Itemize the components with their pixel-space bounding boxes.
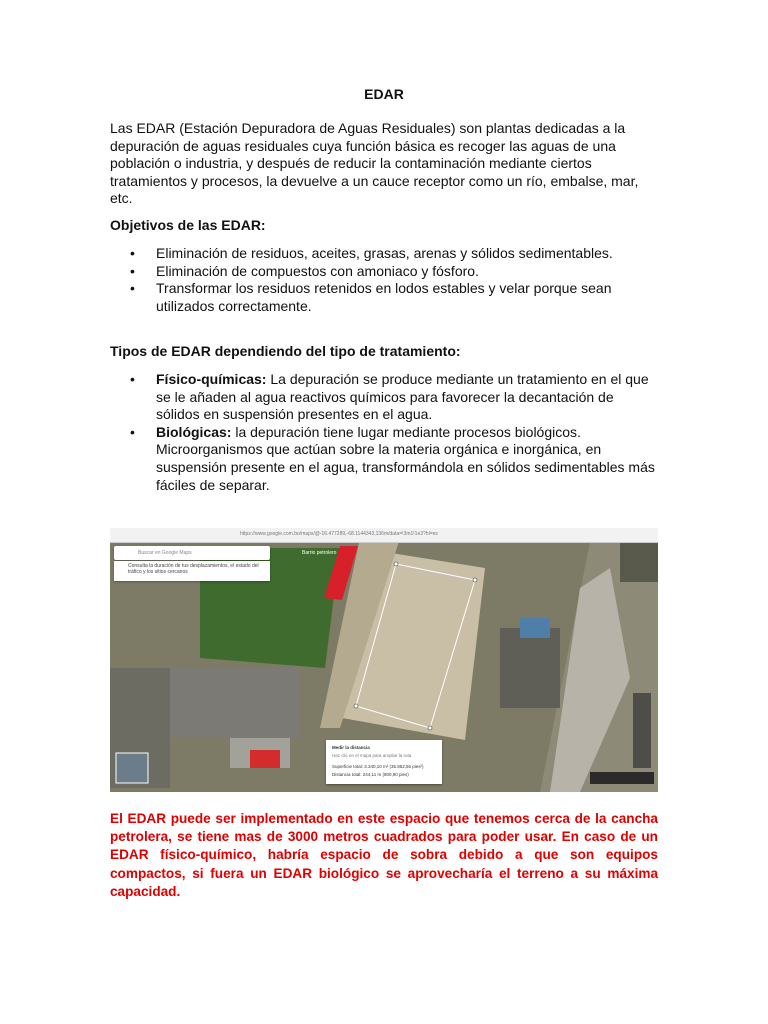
conclusion-paragraph: El EDAR puede ser implementado en este espacio que tenemos cerca de la cancha petrolera, se tiene mas de 3000 metros cuadrados para poder usar. En caso de un EDAR físico-químico, habría espacio de sobra debido a que son equipos compactos, si fuera un EDAR biológico se aprovecharía el terreno a su máxima capacidad.: [110, 811, 658, 899]
type-term: Físico-químicas:: [156, 371, 267, 387]
document-title: EDAR: [364, 86, 404, 102]
intro-paragraph: Las EDAR (Estación Depuradora de Aguas Residuales) son plantas dedicadas a la depuración de aguas residuales cuya función básica es recoger las aguas de una población o industria, y después de reducir la contaminación mediante ciertos tratamientos y procesos, la devuelve a un cauce receptor como un río, embalse, mar, etc.: [110, 120, 639, 207]
objectives-list: [110, 245, 655, 315]
list-item: • Eliminación de residuos, aceites, grasas, arenas y sólidos sedimentables.: [130, 245, 613, 261]
list-item: • Eliminación de compuestos con amoniaco y fósforo.: [130, 262, 479, 279]
list-item: • Transformar los residuos retenidos en lodos estables y velar porque sean utilizados correctamente.: [130, 280, 612, 314]
place-label: Barrio petrolero: [302, 550, 337, 556]
maps-hint-card: Consulta la duración de tus desplazamientos, el estado del tráfico y los sitios cercanos: [114, 561, 270, 581]
objectives-heading: Objetivos de las EDAR:: [110, 217, 266, 233]
list-item: • Físico-químicas: La depuración se produce mediante un tratamiento en el que se le añaden al agua reactivos químicos para favorecer la decantación de sólidos en suspensión presentes en el agua.: [130, 371, 649, 423]
measure-distance-card: Medir la distancia Haz clic en el mapa para ampliar la ruta Superficie total: 3.340,10 m² (35.952,56 pies²) Distancia total: 244,11 m (800,90 pies): [326, 740, 442, 784]
maps-search-input[interactable]: Buscar en Google Maps: [114, 546, 270, 560]
types-heading: Tipos de EDAR dependiendo del tipo de tratamiento:: [110, 343, 461, 359]
types-list: [110, 371, 655, 494]
browser-toolbar: [110, 528, 658, 543]
list-item: • Biológicas: la depuración tiene lugar mediante procesos biológicos. Microorganismos que actúan sobre la materia orgánica e inorgánica, en suspensión presente en el agua, transformándola en sólidos sedimentables más fáciles de separar.: [130, 423, 655, 493]
satellite-map-screenshot: [110, 528, 658, 792]
address-bar[interactable]: https://www.google.com.bo/maps/@-16.477289,-68.1144343,136m/data=!3m1!1e3?hl=es: [240, 531, 438, 537]
type-term: Biológicas:: [156, 423, 232, 440]
